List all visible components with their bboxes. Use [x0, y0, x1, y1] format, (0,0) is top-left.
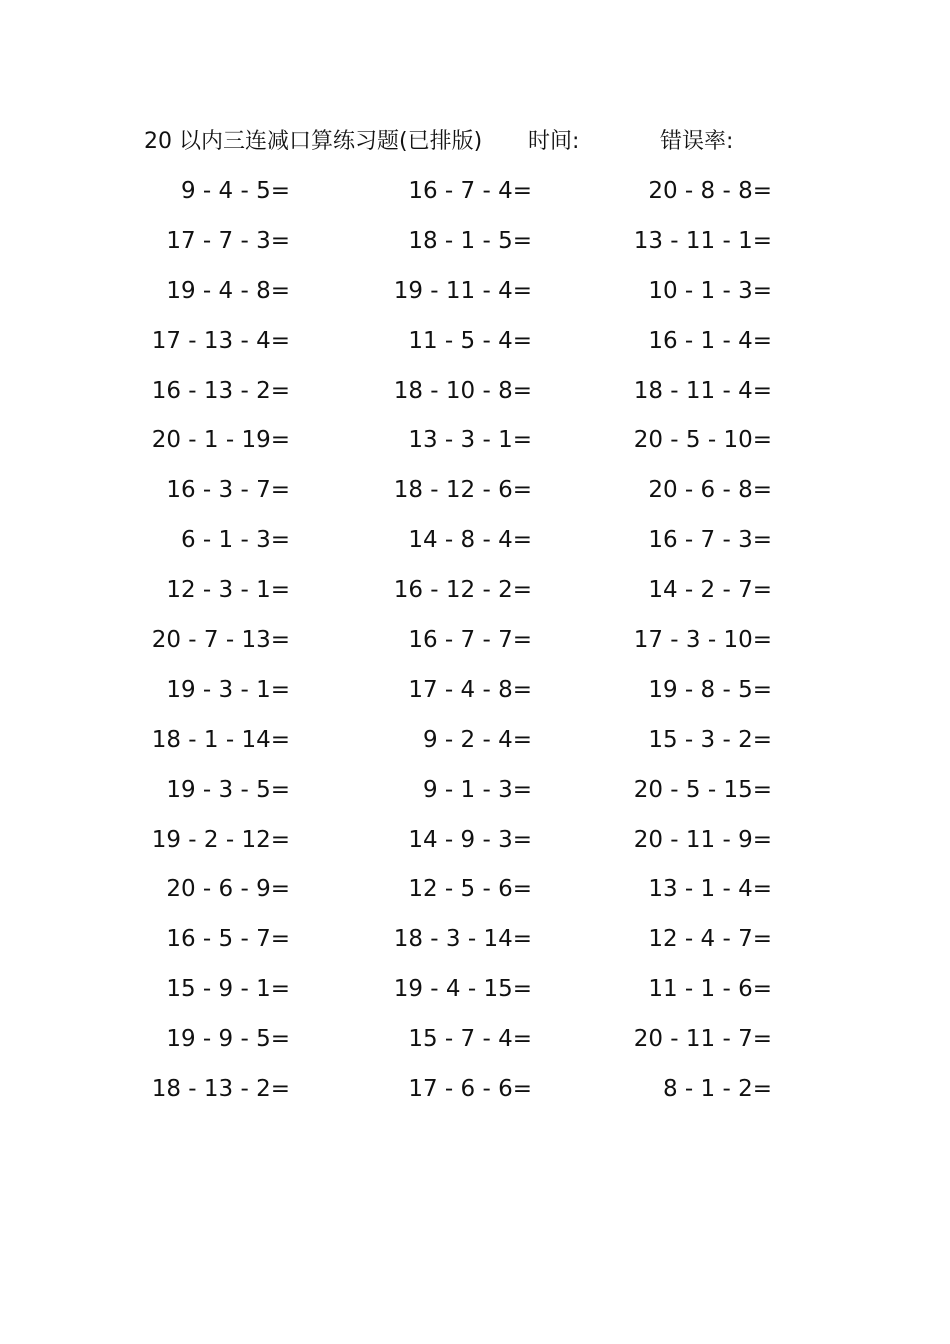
- problem-row: [0, 421, 950, 471]
- problem-item: 20 - 11 - 9=: [633, 826, 772, 853]
- problem-row: [0, 322, 950, 372]
- problem-row: [0, 721, 950, 771]
- problem-item: 20 - 1 - 19=: [151, 427, 290, 454]
- problem-row: [0, 372, 950, 422]
- problem-item: 14 - 8 - 4=: [408, 527, 532, 554]
- problem-row: [0, 1020, 950, 1070]
- problem-item: 19 - 4 - 15=: [393, 976, 532, 1003]
- problem-item: 13 - 11 - 1=: [633, 227, 772, 254]
- problem-item: 11 - 5 - 4=: [408, 327, 532, 354]
- problem-item: 15 - 3 - 2=: [648, 726, 772, 753]
- problem-item: 18 - 1 - 5=: [408, 227, 532, 254]
- problem-item: 8 - 1 - 2=: [662, 1076, 772, 1103]
- problem-item: 20 - 11 - 7=: [633, 1026, 772, 1053]
- problem-item: 16 - 1 - 4=: [648, 327, 772, 354]
- page-title: 20 以内三连减口算练习题(已排版): [144, 129, 483, 154]
- problem-item: 19 - 11 - 4=: [393, 277, 532, 304]
- problem-item: 14 - 2 - 7=: [648, 577, 772, 604]
- problem-item: 20 - 8 - 8=: [648, 178, 772, 204]
- problem-item: 18 - 3 - 14=: [393, 926, 532, 953]
- time-label: 时间:: [528, 129, 580, 154]
- problem-item: 9 - 1 - 3=: [422, 776, 532, 803]
- problem-item: 16 - 13 - 2=: [151, 377, 290, 404]
- problem-item: 10 - 1 - 3=: [648, 277, 772, 304]
- problem-item: 20 - 5 - 10=: [633, 427, 772, 454]
- problem-item: 20 - 6 - 9=: [166, 876, 290, 903]
- problem-item: 16 - 5 - 7=: [166, 926, 290, 953]
- problem-item: 13 - 1 - 4=: [648, 876, 772, 903]
- problem-row: [0, 222, 950, 272]
- problem-item: 17 - 7 - 3=: [166, 227, 290, 254]
- problem-item: 16 - 3 - 7=: [166, 477, 290, 504]
- problem-item: 15 - 7 - 4=: [408, 1026, 532, 1053]
- problem-item: 16 - 7 - 3=: [648, 527, 772, 554]
- problem-row: [0, 272, 950, 322]
- problem-row: [0, 1070, 950, 1120]
- problem-row: [0, 970, 950, 1020]
- problem-item: 20 - 7 - 13=: [151, 627, 290, 654]
- problem-item: 11 - 1 - 6=: [648, 976, 772, 1003]
- problem-item: 13 - 3 - 1=: [408, 427, 532, 454]
- problem-grid: [0, 172, 950, 1120]
- problem-item: 20 - 5 - 15=: [633, 776, 772, 803]
- problem-item: 18 - 13 - 2=: [151, 1076, 290, 1103]
- worksheet-header: [144, 124, 804, 160]
- problem-item: 19 - 3 - 5=: [166, 776, 290, 803]
- problem-item: 17 - 4 - 8=: [408, 676, 532, 703]
- problem-item: 17 - 13 - 4=: [151, 327, 290, 354]
- problem-item: 12 - 5 - 6=: [408, 876, 532, 903]
- problem-row: [0, 771, 950, 821]
- problem-item: 20 - 6 - 8=: [648, 477, 772, 504]
- problem-row: [0, 870, 950, 920]
- problem-item: 19 - 2 - 12=: [151, 826, 290, 853]
- problem-item: 12 - 3 - 1=: [166, 577, 290, 604]
- error-rate-label: 错误率:: [660, 129, 734, 154]
- problem-item: 16 - 7 - 4=: [408, 178, 532, 204]
- problem-item: 18 - 11 - 4=: [633, 377, 772, 404]
- problem-row: [0, 920, 950, 970]
- problem-row: [0, 821, 950, 871]
- problem-item: 19 - 3 - 1=: [166, 676, 290, 703]
- problem-row: [0, 172, 950, 222]
- problem-row: [0, 571, 950, 621]
- problem-item: 16 - 7 - 7=: [408, 627, 532, 654]
- problem-item: 9 - 4 - 5=: [180, 178, 290, 204]
- problem-item: 17 - 3 - 10=: [633, 627, 772, 654]
- problem-row: [0, 521, 950, 571]
- problem-item: 18 - 1 - 14=: [151, 726, 290, 753]
- problem-item: 9 - 2 - 4=: [422, 726, 532, 753]
- problem-item: 19 - 9 - 5=: [166, 1026, 290, 1053]
- problem-item: 16 - 12 - 2=: [393, 577, 532, 604]
- problem-item: 18 - 10 - 8=: [393, 377, 532, 404]
- problem-item: 18 - 12 - 6=: [393, 477, 532, 504]
- problem-item: 15 - 9 - 1=: [166, 976, 290, 1003]
- problem-row: [0, 471, 950, 521]
- problem-item: 6 - 1 - 3=: [180, 527, 290, 554]
- problem-item: 14 - 9 - 3=: [408, 826, 532, 853]
- problem-item: 17 - 6 - 6=: [408, 1076, 532, 1103]
- problem-item: 19 - 8 - 5=: [648, 676, 772, 703]
- problem-row: [0, 621, 950, 671]
- problem-item: 12 - 4 - 7=: [648, 926, 772, 953]
- problem-item: 19 - 4 - 8=: [166, 277, 290, 304]
- problem-row: [0, 671, 950, 721]
